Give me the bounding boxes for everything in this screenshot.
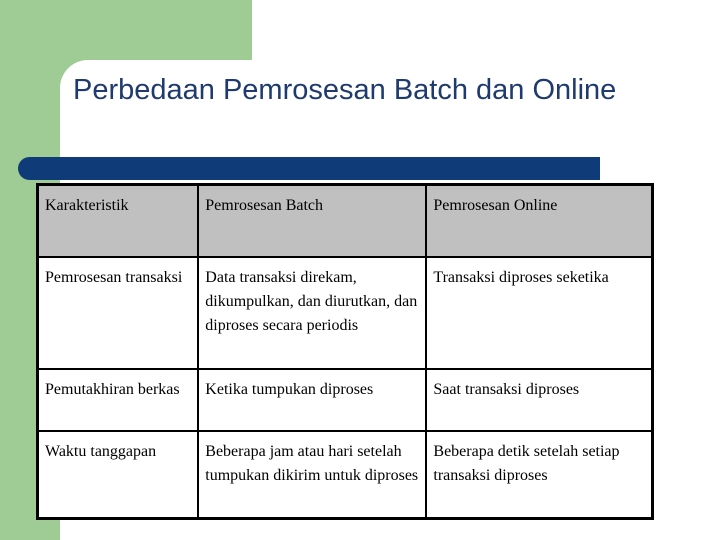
table-row <box>38 369 653 431</box>
table-cell: Pemutakhiran berkas <box>38 369 199 431</box>
header-cell: Karakteristik <box>38 185 199 258</box>
header-cell: Pemrosesan Batch <box>198 185 426 258</box>
table-cell: Saat transaksi diproses <box>426 369 652 431</box>
table-header-row <box>38 185 653 258</box>
table-cell: Ketika tumpukan diproses <box>198 369 426 431</box>
table-cell: Waktu tanggapan <box>38 431 199 519</box>
slide-title: Perbedaan Pemrosesan Batch dan Online <box>73 74 617 106</box>
table-row <box>38 257 653 369</box>
table-row <box>38 431 653 519</box>
table-cell: Beberapa jam atau hari setelah tumpukan dikirim untuk diproses <box>198 431 426 519</box>
comparison-table <box>36 183 654 520</box>
header-cell: Pemrosesan Online <box>426 185 652 258</box>
title-underline-bar <box>18 157 600 180</box>
table-cell: Pemrosesan transaksi <box>38 257 199 369</box>
table-cell: Data transaksi direkam, dikumpulkan, dan diurutkan, dan diproses secara periodis <box>198 257 426 369</box>
table-cell: Transaksi diproses seketika <box>426 257 652 369</box>
table-cell: Beberapa detik setelah setiap transaksi diproses <box>426 431 652 519</box>
